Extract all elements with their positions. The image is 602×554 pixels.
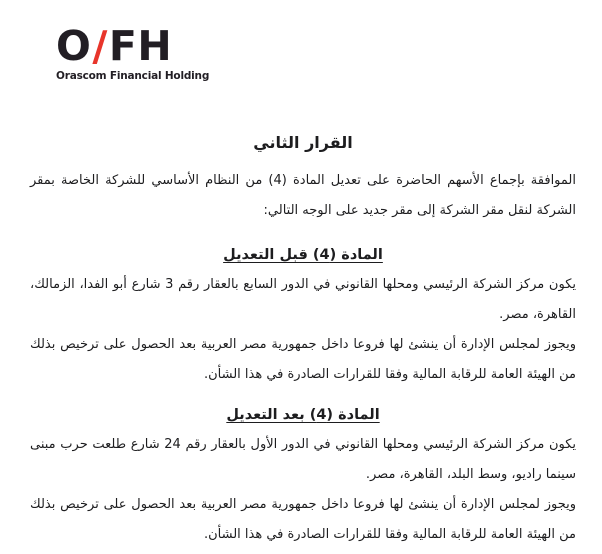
paragraph-line: ويجوز لمجلس الإدارة أن ينشئ لها فروعا داخل جمهورية مصر العربية بعد الحصول على ترخيص بذلك من bbox=[30, 497, 576, 542]
paragraph-line: الهيئة العامة للرقابة المالية وفقا للقرارات الصادرة في هذا الشأن. bbox=[203, 367, 555, 382]
paragraph-line: ويجوز لمجلس الإدارة أن ينشئ لها فروعا داخل جمهورية مصر العربية بعد الحصول على ترخيص بذلك من bbox=[30, 337, 576, 382]
document-title: القرار الثاني bbox=[253, 133, 353, 152]
section-heading-before bbox=[30, 240, 576, 270]
logo-slash-icon: / bbox=[92, 22, 108, 70]
after-paragraph-location bbox=[30, 430, 576, 490]
document-body bbox=[0, 128, 602, 550]
paragraph-line: يكون مركز الشركة الرئيسي ومحلها القانوني في الدور السابع بالعقار رقم 3 شارع أبو الفدا، الزمالك، القاهرة، bbox=[30, 277, 576, 322]
section-heading-before-text: المادة (4) قبل التعديل bbox=[223, 247, 383, 263]
paragraph-line: راديو، وسط البلد، القاهرة، مصر. bbox=[365, 467, 542, 482]
paragraph-line: الموافقة بإجماع الأسهم الحاضرة على تعديل المادة (4) من النظام الأساسي للشركة الخاصة بمقر الشركة bbox=[30, 173, 576, 218]
company-logo bbox=[56, 22, 256, 82]
paragraph-line: يكون مركز الشركة الرئيسي ومحلها القانوني في الدور الأول بالعقار رقم 24 شارع طلعت حرب مبنى سينما bbox=[30, 437, 577, 482]
logo-letters-fh: FH bbox=[108, 22, 173, 70]
logo-wordmark bbox=[56, 22, 256, 70]
logo-letter-o: O bbox=[56, 22, 92, 70]
section-heading-after bbox=[30, 400, 576, 430]
after-paragraph-branches bbox=[30, 490, 576, 550]
before-paragraph-branches bbox=[30, 330, 576, 390]
logo-tagline: Orascom Financial Holding bbox=[56, 70, 210, 82]
paragraph-line: لنقل مقر الشركة إلى مقر جديد على الوجه التالي: bbox=[263, 203, 533, 218]
paragraph-line: مصر. bbox=[499, 307, 529, 322]
section-heading-after-text: المادة (4) بعد التعديل bbox=[226, 407, 380, 423]
paragraph-line: الهيئة العامة للرقابة المالية وفقا للقرارات الصادرة في هذا الشأن. bbox=[203, 527, 555, 542]
before-paragraph-location bbox=[30, 270, 576, 330]
intro-paragraph bbox=[30, 166, 576, 226]
